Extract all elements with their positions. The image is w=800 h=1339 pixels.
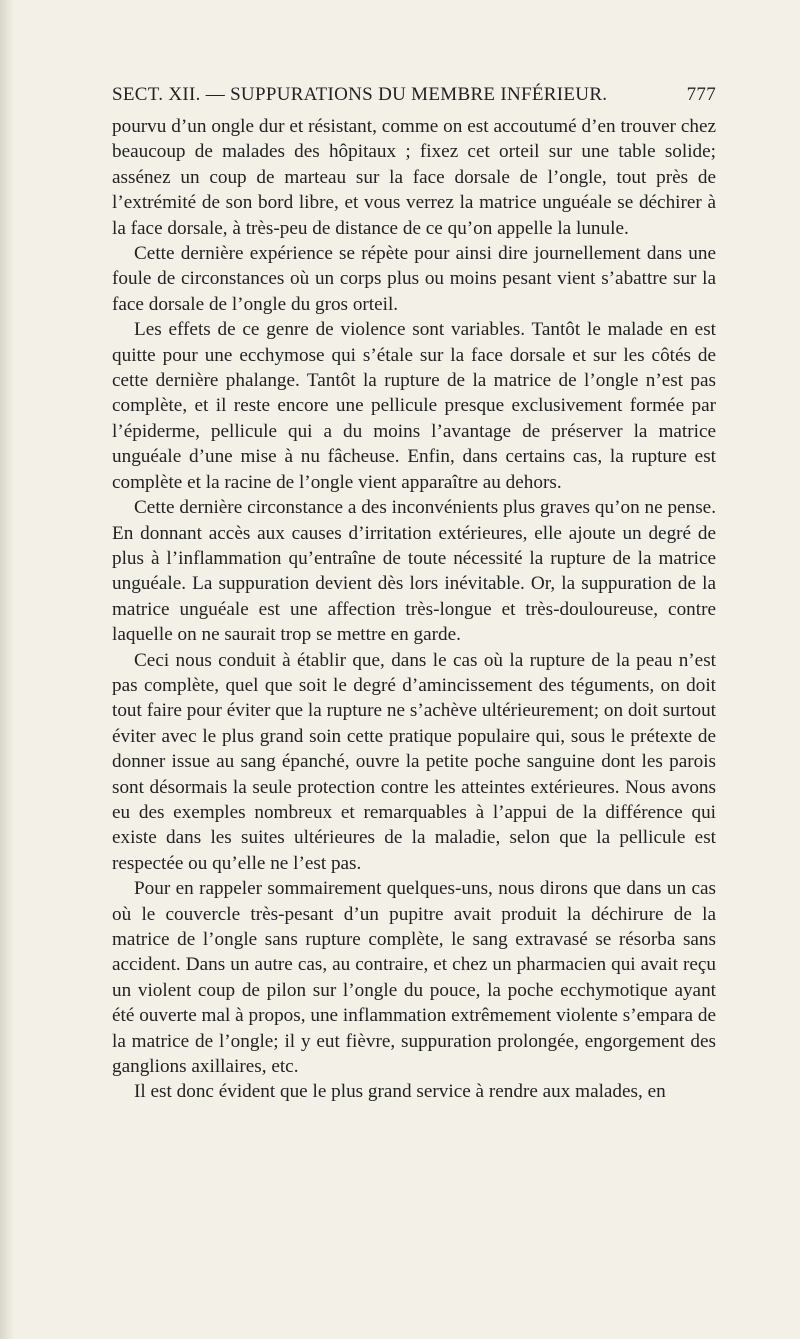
body-text: [112, 114, 716, 1105]
running-title: SECT. XII. — SUPPURATIONS DU MEMBRE INFÉRIEUR.: [112, 84, 608, 105]
page-number: 777: [686, 84, 716, 105]
paragraph: Pour en rappeler sommairement quelques-uns, nous dirons que dans un cas où le couvercle très-pesant d’un pupitre avait produit la déchirure de la matrice de l’ongle sans rupture complète, le sang extravasé se résorba sans accident. Dans un autre cas, au contraire, et chez un pharmacien qui avait reçu un violent coup de pilon sur l’ongle du pouce, la poche ecchymotique ayant été ouverte mal à propos, une inflammation extrêmement violente s’empara de la matrice de l’ongle; il y eut fièvre, suppuration prolongée, engorgement des ganglions axillaires, etc.: [112, 878, 716, 1078]
paragraph: pourvu d’un ongle dur et résistant, comme on est accoutumé d’en trouver chez beaucoup de malades des hôpitaux ; fixez cet orteil sur une table solide; assénez un coup de marteau sur la face dorsale de l’ongle, tout près de l’extrémité de son bord libre, et vous verrez la matrice unguéale se déchirer à la face dorsale, à très-peu de distance de ce qu’on appelle la lunule.: [112, 116, 716, 239]
paragraph: Cette dernière expérience se répète pour ainsi dire journellement dans une foule de circonstances où un corps plus ou moins pesant vient s’abattre sur la face dorsale de l’ongle du gros orteil.: [112, 243, 716, 315]
paragraph: Cette dernière circonstance a des inconvénients plus graves qu’on ne pense. En donnant accès aux causes d’irritation extérieures, elle ajoute un degré de plus à l’inflammation qu’entraîne de toute nécessité la rupture de la matrice unguéale. La suppuration devient dès lors inévitable. Or, la suppuration de la matrice unguéale est une affection très-longue et très-douloureuse, contre laquelle on ne saurait trop se mettre en garde.: [112, 497, 716, 646]
paragraph: Il est donc évident que le plus grand service à rendre aux malades, en: [134, 1081, 666, 1103]
page-edge: [0, 0, 14, 1339]
paragraph: Ceci nous conduit à établir que, dans le cas où la rupture de la peau n’est pas complète, quel que soit le degré d’amincissement des téguments, on doit tout faire pour éviter que la rupture ne s’achève ultérieurement; on doit surtout éviter avec le plus grand soin cette pratique populaire qui, sous le prétexte de donner issue au sang épanché, ouvre la petite poche sanguine dont les parois sont désormais la seule protection contre les atteintes extérieures. Nous avons eu des exemples nombreux et remarquables à l’appui de la différence qui existe dans les suites ultérieures de la maladie, selon que la pellicule est respectée ou qu’elle ne l’est pas.: [112, 649, 716, 874]
paragraph: Les effets de ce genre de violence sont variables. Tantôt le malade en est quitte pour une ecchymose qui s’étale sur la face dorsale et sur les côtés de cette dernière phalange. Tantôt la rupture de la matrice de l’ongle n’est pas complète, et il reste encore une pellicule presque exclusivement formée par l’épiderme, pellicule qui a du moins l’avantage de préserver la matrice unguéale d’une mise à nu fâcheuse. Enfin, dans certains cas, la rupture est complète et la racine de l’ongle vient apparaître au dehors.: [112, 319, 716, 493]
running-header: [112, 84, 716, 112]
